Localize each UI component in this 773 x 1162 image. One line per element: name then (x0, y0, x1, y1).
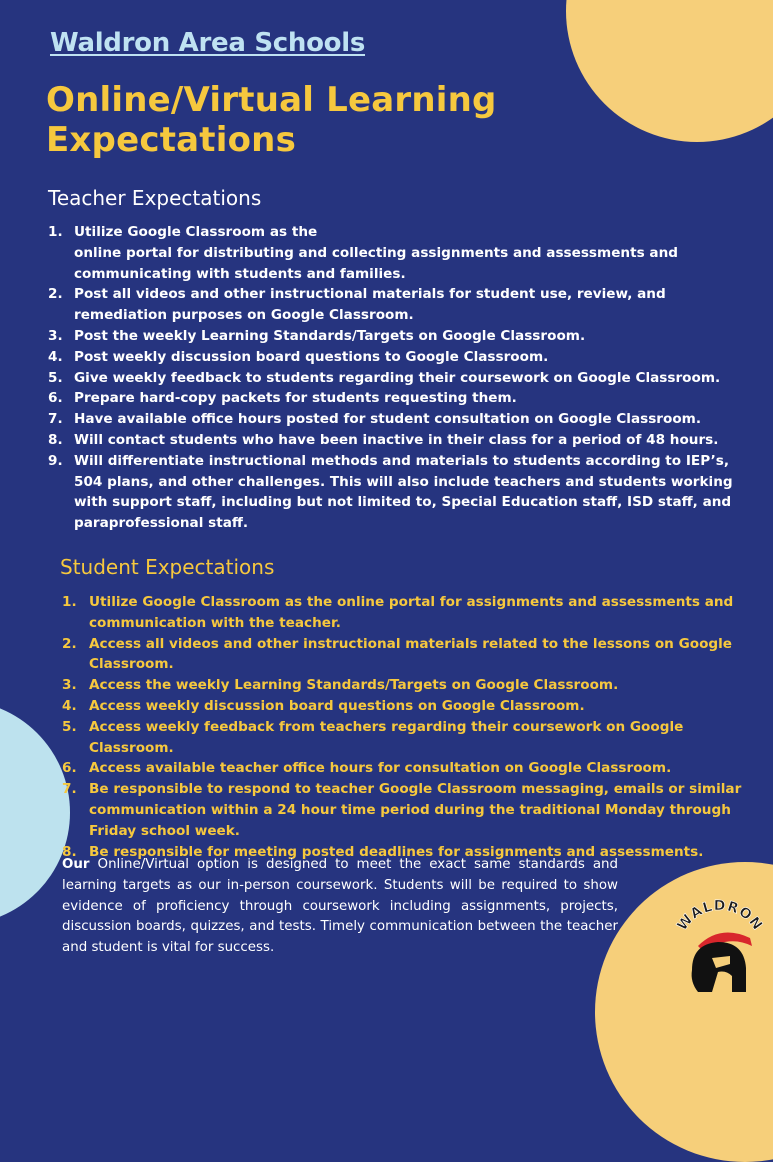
page-title: Online/Virtual Learning Expectations (46, 80, 497, 160)
list-item-text: Utilize Google Classroom as the online portal for assignments and assessments and communication with the teacher. (89, 594, 734, 631)
logo-text: WALDRON (674, 898, 766, 934)
list-number: 4. (48, 348, 63, 365)
list-item-text: Access weekly feedback from teachers regarding their coursework on Google Classroom. (89, 718, 684, 756)
waldron-logo (668, 898, 768, 998)
list-number: 5. (62, 718, 77, 735)
teacher-item-1 (48, 222, 738, 284)
student-item-1 (62, 592, 752, 634)
teacher-item-7 (48, 409, 738, 430)
student-item-3 (62, 675, 752, 696)
list-item-text: Access the weekly Learning Standards/Targets on Google Classroom. (89, 677, 619, 694)
footer-body: Online/Virtual option is designed to meet the exact same standards and learning targets as our in-person coursework. Students will be required to show evidence of proficiency through coursework including assignments, projects, discussion boards, quizzes, and tests. Timely communication between the teacher and student is vital for success. (62, 857, 619, 956)
list-item-text: Post the weekly Learning Standards/Targets on Google Classroom. (74, 327, 586, 344)
teacher-item-9 (48, 451, 738, 534)
teacher-expectations-list (48, 222, 738, 534)
list-item-text: Be responsible for meeting posted deadlines for assignments and assessments. (89, 843, 704, 860)
list-item-text: Give weekly feedback to students regarding their coursework on Google Classroom. (74, 369, 721, 386)
student-item-5 (62, 717, 752, 759)
list-number: 4. (62, 697, 77, 714)
list-number: 1. (62, 594, 77, 610)
student-item-2 (62, 634, 752, 676)
teacher-item-3 (48, 326, 738, 347)
list-item-text: Access available teacher office hours for consultation on Google Classroom. (89, 760, 672, 777)
teacher-expectations-heading: Teacher Expectations (48, 186, 262, 210)
student-item-6 (62, 758, 752, 779)
list-number: 2. (48, 286, 63, 303)
list-item-text: Post all videos and other instructional materials for student use, review, and remediation purposes on Google Classroom. (74, 286, 666, 324)
list-item-text: Access weekly discussion board questions on Google Classroom. (89, 697, 585, 714)
list-item-text: Utilize Google Classroom as the online portal for distributing and collecting assignments and assessments and communicating with students and families. (74, 224, 678, 282)
decorative-circle-left (0, 700, 70, 925)
student-expectations-heading: Student Expectations (60, 555, 275, 579)
list-item-text: Will differentiate instructional methods and materials to students according to IEP’s, 504 plans, and other challenges. This will also include teachers and students working with support staff, including but not limited to, Special Education staff, ISD staff, and paraprofessional staff. (74, 452, 733, 532)
list-number: 8. (48, 431, 63, 448)
list-number: 8. (62, 843, 77, 860)
list-number: 7. (48, 411, 63, 428)
list-item-text: Have available office hours posted for student consultation on Google Classroom. (74, 411, 702, 428)
teacher-item-6 (48, 388, 738, 409)
school-name: Waldron Area Schools (50, 28, 366, 58)
student-item-4 (62, 696, 752, 717)
list-number: 7. (62, 781, 77, 798)
list-number: 3. (48, 327, 63, 344)
student-item-7 (62, 779, 752, 841)
list-item-text: Post weekly discussion board questions to Google Classroom. (74, 348, 549, 365)
list-number: 6. (48, 390, 63, 407)
list-number: 1. (48, 224, 63, 240)
spartan-helmet-icon (668, 898, 768, 998)
svg-text:WALDRON (674, 898, 765, 934)
decorative-circle-top-right (566, 0, 773, 142)
list-item-text: Will contact students who have been inactive in their class for a period of 48 hours. (74, 431, 719, 448)
student-expectations-list (62, 592, 752, 862)
list-number: 3. (62, 677, 77, 694)
teacher-item-2 (48, 284, 738, 326)
list-item-text: Access all videos and other instructional materials related to the lessons on Google Classroom. (89, 635, 733, 673)
footer-lead: Our (62, 857, 90, 872)
list-number: 9. (48, 452, 63, 469)
list-number: 2. (62, 635, 77, 652)
list-item-text: Be responsible to respond to teacher Google Classroom messaging, emails or similar communication within a 24 hour time period during the traditional Monday through Friday school week. (89, 781, 742, 839)
footer-paragraph (62, 855, 618, 959)
list-item-text: Prepare hard-copy packets for students requesting them. (74, 390, 517, 407)
list-number: 6. (62, 760, 77, 777)
teacher-item-4 (48, 347, 738, 368)
teacher-item-5 (48, 368, 738, 389)
list-number: 5. (48, 369, 63, 386)
teacher-item-8 (48, 430, 738, 451)
